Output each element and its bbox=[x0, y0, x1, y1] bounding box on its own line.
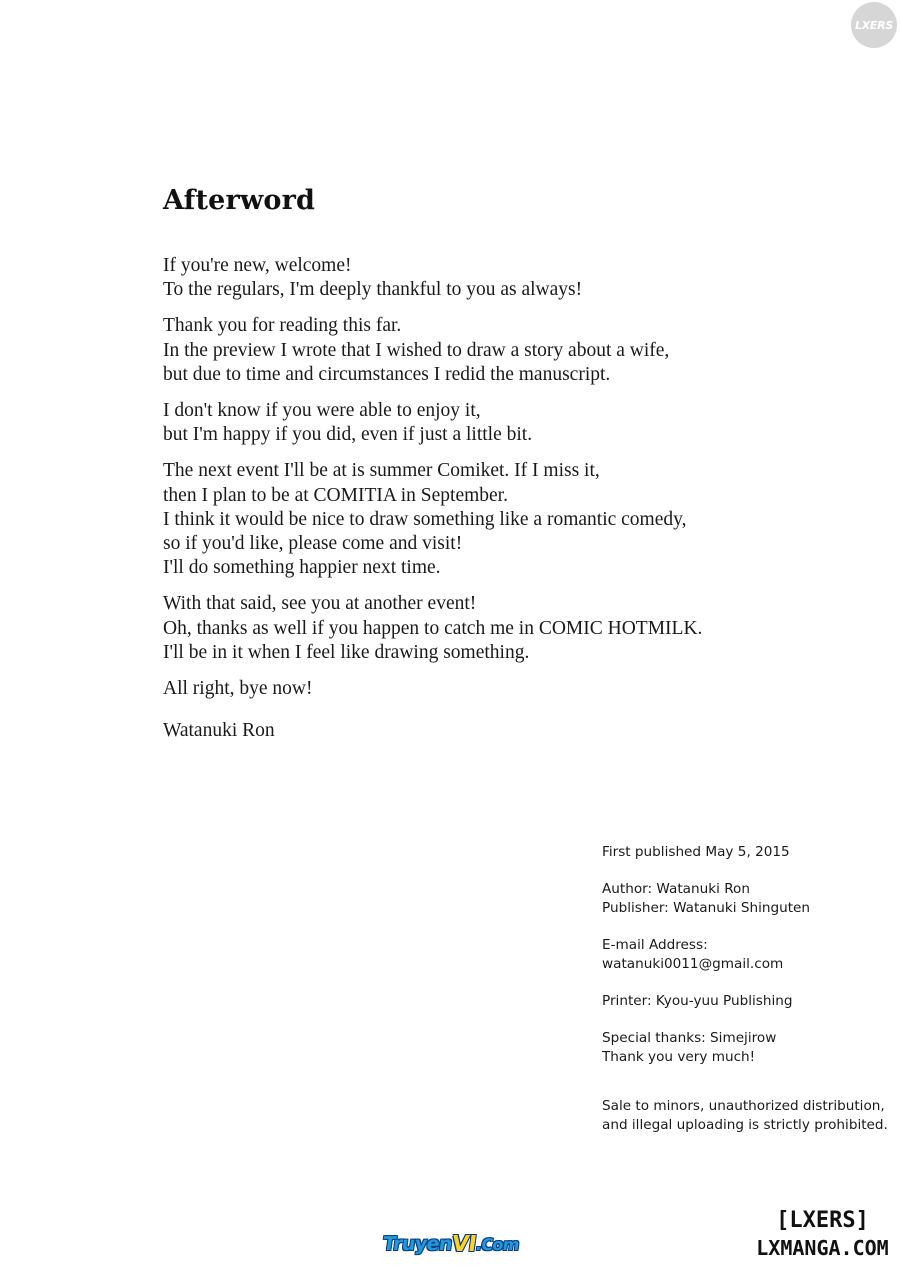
paragraph bbox=[163, 314, 783, 387]
legal-notice-line: and illegal uploading is strictly prohibited. bbox=[602, 1117, 888, 1133]
legal-notice-line: Sale to minors, unauthorized distribution, bbox=[602, 1098, 885, 1114]
paragraph bbox=[163, 399, 783, 447]
text-line: Thank you for reading this far. bbox=[163, 315, 402, 337]
colophon-block bbox=[602, 992, 892, 1011]
colophon-block bbox=[602, 936, 892, 974]
paragraph bbox=[163, 592, 783, 665]
lxers-watermark-text: [LXERS] bbox=[776, 1208, 869, 1233]
text-line: I'll be in it when I feel like drawing something. bbox=[163, 641, 530, 663]
thank-you-line: Thank you very much! bbox=[602, 1049, 756, 1065]
colophon bbox=[602, 843, 892, 1153]
truyen-logo-part: .Com bbox=[474, 1234, 521, 1254]
printer-credit: Printer: Kyou-yuu Publishing bbox=[602, 993, 793, 1009]
paragraph bbox=[163, 254, 783, 302]
paragraph bbox=[163, 459, 783, 580]
text-line: The next event I'll be at is summer Comiket. If I miss it, bbox=[163, 460, 600, 482]
colophon-block bbox=[602, 843, 892, 862]
afterword-title: Afterword bbox=[163, 185, 316, 216]
truyenvi-watermark-logo bbox=[378, 1228, 524, 1260]
lxers-corner-logo bbox=[851, 2, 897, 48]
text-line: but due to time and circumstances I redid the manuscript. bbox=[163, 363, 611, 385]
text-line: If you're new, welcome! bbox=[163, 255, 352, 276]
truyen-logo-part: Truyen bbox=[381, 1233, 454, 1255]
corner-logo-text: LXERS bbox=[855, 18, 893, 32]
email-label: E-mail Address: bbox=[602, 937, 708, 953]
colophon-block bbox=[602, 880, 892, 918]
author-signature: Watanuki Ron bbox=[163, 720, 275, 742]
text-line: so if you'd like, please come and visit! bbox=[163, 533, 463, 555]
truyen-logo-part: VI bbox=[450, 1231, 478, 1257]
special-thanks: Special thanks: Simejirow bbox=[602, 1030, 777, 1046]
text-line: I think it would be nice to draw something like a romantic comedy, bbox=[163, 508, 687, 530]
text-line: All right, bye now! bbox=[163, 678, 313, 700]
colophon-block bbox=[602, 1097, 892, 1135]
text-line: In the preview I wrote that I wished to draw a story about a wife, bbox=[163, 339, 670, 361]
paragraph bbox=[163, 677, 783, 701]
text-line: Oh, thanks as well if you happen to catch me in COMIC HOTMILK. bbox=[163, 617, 703, 639]
email-address: watanuki0011@gmail.com bbox=[602, 956, 784, 972]
text-line: With that said, see you at another event! bbox=[163, 593, 477, 615]
text-line: I don't know if you were able to enjoy it, bbox=[163, 400, 481, 422]
text-line: but I'm happy if you did, even if just a little bit. bbox=[163, 424, 533, 446]
lxmanga-watermark bbox=[750, 1207, 895, 1261]
text-line: I'll do something happier next time. bbox=[163, 557, 441, 579]
publisher-credit: Publisher: Watanuki Shinguten bbox=[602, 900, 811, 916]
text-line: then I plan to be at COMITIA in September. bbox=[163, 484, 508, 506]
colophon-block bbox=[602, 1029, 892, 1067]
publish-date: First published May 5, 2015 bbox=[602, 844, 790, 860]
text-line: To the regulars, I'm deeply thankful to you as always! bbox=[163, 279, 583, 301]
lxmanga-watermark-text: LXMANGA.COM bbox=[756, 1236, 889, 1260]
afterword-section bbox=[163, 185, 783, 743]
author-credit: Author: Watanuki Ron bbox=[602, 881, 750, 897]
